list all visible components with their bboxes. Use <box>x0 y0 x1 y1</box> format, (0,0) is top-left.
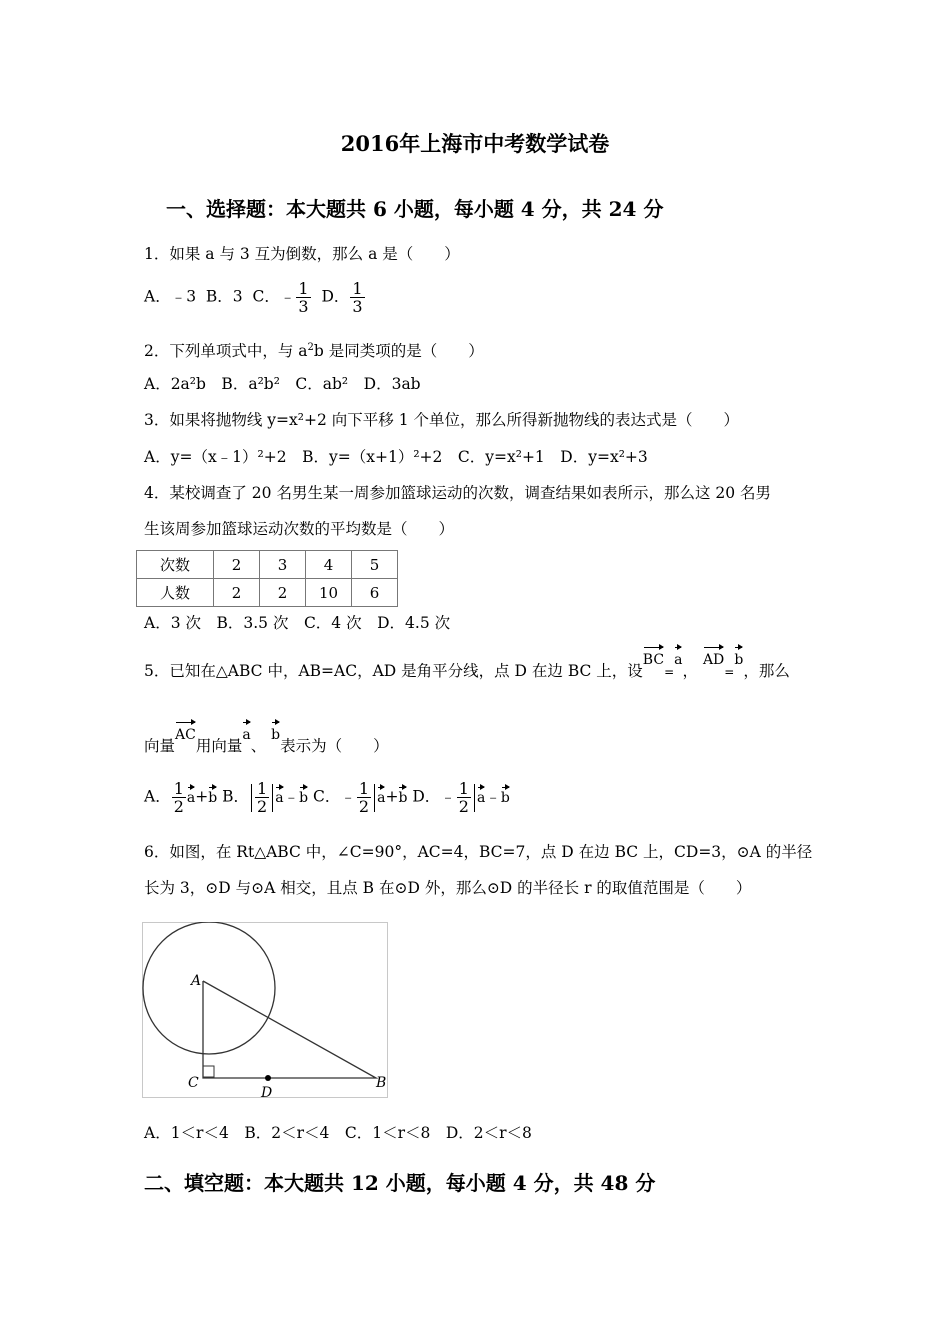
table-cell: 6 <box>352 579 398 607</box>
q5-option-c: C．﹣ <box>313 787 356 806</box>
figure-frame <box>143 923 388 1098</box>
question-1-stem: 1．如果 a 与 3 互为倒数，那么 a 是（ ） <box>144 245 460 263</box>
question-4-table <box>136 550 398 607</box>
question-4-stem-line1: 4．某校调查了 20 名男生某一周参加篮球运动的次数，调查结果如表所示，那么这 20 名男 <box>144 484 772 502</box>
section-1-heading: 一、选择题：本大题共 6 小题，每小题 4 分，共 24 分 <box>166 197 664 221</box>
q5-option-a: A． <box>144 787 171 806</box>
q5-fraction: $\frac{1}{2}$ <box>358 779 370 816</box>
q1-option-d: D． <box>321 287 350 306</box>
table-cell: 3 <box>260 551 306 579</box>
table-cell: 5 <box>352 551 398 579</box>
question-3-stem: 3．如果将抛物线 y=x²+2 向下平移 1 个单位，那么所得新抛物线的表达式是（ ） <box>144 411 739 429</box>
q5-fraction: $\frac{1}{2}$ <box>458 779 469 816</box>
question-2-options: A．2a²b B．a²b² C．ab² D．3ab <box>144 375 421 393</box>
q1-option-c: C．﹣ <box>252 287 296 306</box>
table-cell: 2 <box>214 579 260 607</box>
question-2-stem: 2．下列单项式中，与 $a^2b$ 是同类项的是（ ） <box>144 342 484 360</box>
question-6-stem-line1: 6．如图，在 Rt△ABC 中，∠C=90°，AC=4，BC=7，点 D 在边 BC 上，CD=3，⊙A 的半径 <box>144 843 813 861</box>
q5-fraction: $\frac{1}{2}$ <box>173 779 184 816</box>
q1-fraction-c: $\frac{1}{3}$ <box>298 279 309 316</box>
q5-option-b: B． <box>222 787 250 806</box>
page-title: 2016年上海市中考数学试卷 <box>340 131 610 156</box>
table-header-cell: 人数 <box>137 579 214 607</box>
q1-option-a: A．﹣3 <box>144 287 197 306</box>
table-header-cell: 次数 <box>137 551 214 579</box>
q1-fraction-d: $\frac{1}{3}$ <box>352 279 363 316</box>
table-row <box>137 579 398 607</box>
question-1-options <box>144 280 366 315</box>
q5-fraction: $\frac{1}{2}$ <box>257 779 268 816</box>
label-c: C <box>188 1075 199 1091</box>
question-3-options: A．y=（x﹣1）²+2 B．y=（x+1）²+2 C．y=x²+1 D．y=x²+3 <box>144 448 648 466</box>
table-cell: 10 <box>306 579 352 607</box>
question-6-stem-line2: 长为 3，⊙D 与⊙A 相交，且点 B 在⊙D 外，那么⊙D 的半径长 r 的取值范围是（ ） <box>144 879 752 897</box>
triangle-abc <box>203 981 376 1078</box>
label-d: D <box>261 1085 273 1100</box>
point-d <box>265 1075 271 1081</box>
label-b: B <box>376 1075 387 1091</box>
q5-option-d: D．﹣ <box>412 787 456 806</box>
circle-a <box>143 922 275 1054</box>
q1-option-b: B．3 <box>205 287 243 306</box>
table-row <box>137 551 398 579</box>
section-2-heading: 二、填空题：本大题共 12 小题，每小题 4 分，共 48 分 <box>144 1171 656 1195</box>
question-4-stem-line2: 生该周参加篮球运动次数的平均数是（ ） <box>144 520 455 538</box>
question-5-options: A． $\frac{1}{2}$ a+b B． $\frac{1}{2}$ a﹣b C．﹣ $\frac{1}{2}$ a+b D．﹣ $\frac{1}{2}$ a﹣b <box>144 779 510 816</box>
right-angle-mark <box>203 1066 214 1077</box>
question-5-stem-line2: 向量AC用向量a、 b表示为（ ） <box>144 727 389 755</box>
table-cell: 2 <box>214 551 260 579</box>
question-4-options: A．3 次 B．3.5 次 C．4 次 D．4.5 次 <box>144 614 451 632</box>
table-cell: 4 <box>306 551 352 579</box>
table-cell: 2 <box>260 579 306 607</box>
question-6-options: A．1＜r＜4 B．2＜r＜4 C．1＜r＜8 D．2＜r＜8 <box>144 1124 532 1142</box>
question-6-figure <box>142 922 390 1100</box>
label-a: A <box>191 973 202 989</box>
question-5-stem-line1: 5．已知在△ABC 中，AB=AC，AD 是角平分线，点 D 在边 BC 上，设BC=a， AD=b，那么 <box>144 652 790 680</box>
